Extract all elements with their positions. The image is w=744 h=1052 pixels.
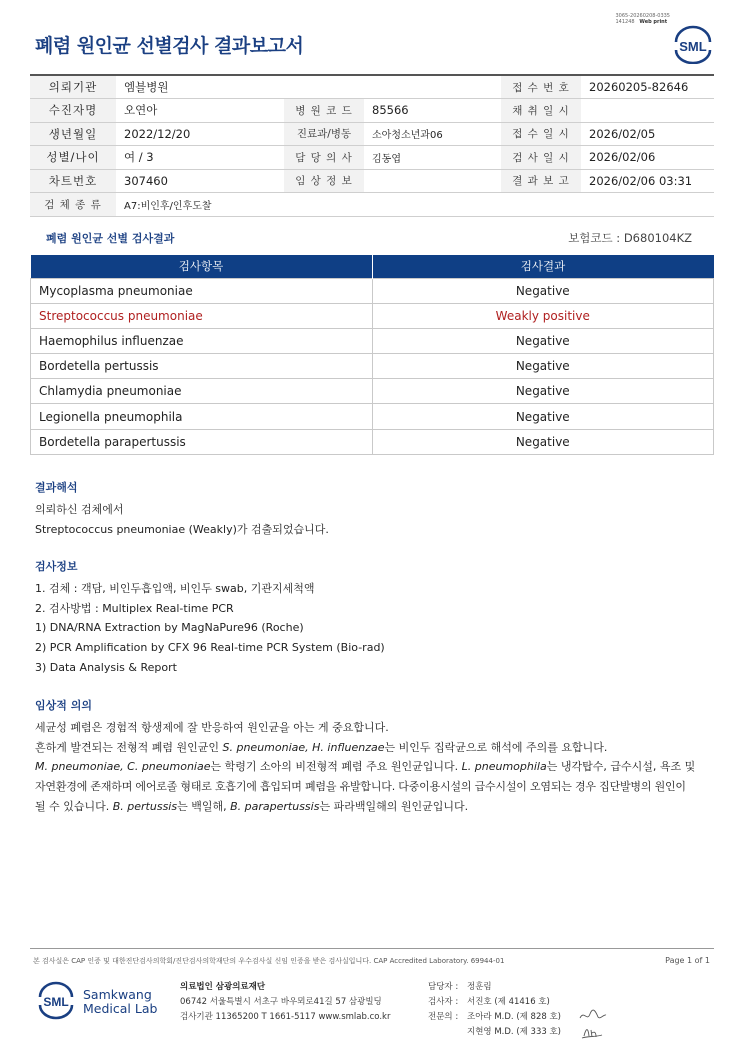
value-patient-name: 오연아: [116, 99, 284, 123]
result-item: Mycoplasma pneumoniae: [31, 278, 373, 303]
result-value: Negative: [372, 404, 713, 429]
clinical-line: 흔하게 발견되는 전형적 폐렴 원인균인 S. pneumoniae, H. influenzae는 비인두 집락균으로 해석에 주의를 요합니다.: [35, 740, 608, 754]
interpretation-section: [35, 478, 329, 539]
sml-logo-icon: [36, 980, 76, 1020]
result-value: Weakly positive: [372, 303, 713, 328]
table-row: [31, 429, 714, 454]
test-info-line: 2. 검사방법 : Multiplex Real-time PCR: [35, 601, 234, 615]
test-info-line: 3) Data Analysis & Report: [35, 660, 177, 674]
clinical-line: 될 수 있습니다. B. pertussis는 백일해, B. parapertussis는 파라백일해의 원인균입니다.: [35, 799, 469, 813]
result-value: Negative: [372, 379, 713, 404]
value-collection-date: [581, 99, 714, 123]
label-hospital-code: 병 원 코 드: [284, 99, 364, 123]
value-department: 소아청소년과06: [364, 122, 501, 146]
clinical-heading: 임상적 의의: [35, 699, 92, 712]
logo-wordmark: [83, 988, 157, 1016]
clinical-section: [35, 696, 715, 817]
sml-logo-icon: [670, 24, 716, 64]
interpretation-line: 의뢰하신 검체에서: [35, 502, 124, 516]
org-contact: 검사기관 11365200 T 1661-5117 www.smlab.co.kr: [180, 1012, 391, 1022]
table-row: [31, 404, 714, 429]
result-item: Haemophilus influenzae: [31, 328, 373, 353]
value-hospital-code: 85566: [364, 99, 501, 123]
label-chart-no: 차트번호: [30, 169, 116, 193]
table-row: [31, 303, 714, 328]
value-report-date: 2026/02/06 03:31: [581, 169, 714, 193]
label-department: 진료과/병동: [284, 122, 364, 146]
result-value: Negative: [372, 354, 713, 379]
label-physician: 담 당 의 사: [284, 146, 364, 170]
page-number: Page 1 of 1: [665, 956, 710, 965]
result-item: Bordetella parapertussis: [31, 429, 373, 454]
clinical-line: 세균성 폐렴은 경험적 항생제에 잘 반응하여 원인균을 아는 게 중요합니다.: [35, 720, 389, 734]
result-item: Bordetella pertussis: [31, 354, 373, 379]
signature-icon: [578, 1024, 608, 1040]
doc-id-line1: 3065-20260208-0335: [615, 13, 670, 19]
value-test-date: 2026/02/06: [581, 146, 714, 170]
test-info-line: 1. 검체 : 객담, 비인두흡입액, 비인두 swab, 기관지세척액: [35, 581, 315, 595]
result-item: Streptococcus pneumoniae: [31, 303, 373, 328]
test-info-line: 2) PCR Amplification by CFX 96 Real-time PCR System (Bio-rad): [35, 641, 385, 655]
staff-row: 전문의 : 조아라 M.D. (제 828 호): [428, 1012, 562, 1022]
value-physician: 김동엽: [364, 146, 501, 170]
results-table: [30, 255, 714, 455]
staff-row: 담당자 : 정훈림: [428, 982, 492, 992]
value-clinical-info: [364, 169, 501, 193]
logo-mark-text: SML: [43, 995, 69, 1009]
label-accession-no: 접 수 번 호: [501, 75, 581, 99]
results-section-header: [30, 228, 714, 246]
label-birth-date: 생년월일: [30, 122, 116, 146]
table-row: [31, 379, 714, 404]
result-value: Negative: [372, 429, 713, 454]
clinical-line: 자연환경에 존재하며 에어로졸 형태로 호흡기에 흡입되며 폐렴을 유발합니다. 다중이용시설의 급수시설이 오염되는 경우 집단발병의 원인이: [35, 780, 686, 794]
label-sex-age: 성별/나이: [30, 146, 116, 170]
report-title: 폐렴 원인균 선별검사 결과보고서: [35, 35, 304, 57]
value-birth-date: 2022/12/20: [116, 122, 284, 146]
patient-info-table: [30, 74, 714, 217]
footer-divider: [30, 948, 714, 949]
table-row: [31, 328, 714, 353]
value-requesting-org: 엠블병원: [116, 75, 284, 99]
doc-id-line2: 141248 Web print: [615, 19, 668, 25]
results-section-title: 폐렴 원인균 선별 검사결과: [46, 232, 175, 245]
label-specimen-type: 검 체 종 류: [30, 193, 116, 217]
result-item: Legionella pneumophila: [31, 404, 373, 429]
test-info-line: 1) DNA/RNA Extraction by MagNaPure96 (Roche): [35, 621, 304, 635]
result-value: Negative: [372, 278, 713, 303]
label-report-date: 결 과 보 고: [501, 169, 581, 193]
interpretation-heading: 결과해석: [35, 481, 78, 494]
org-name: 의료법인 삼광의료재단: [180, 982, 266, 992]
org-address: 06742 서울특별시 서초구 바우뫼로41길 57 삼광빌딩: [180, 997, 382, 1007]
staff-list: [428, 980, 561, 1040]
logo-line2: Medical Lab: [83, 1001, 158, 1016]
table-row: [31, 278, 714, 303]
label-receipt-date: 접 수 일 시: [501, 122, 581, 146]
table-row: [31, 354, 714, 379]
staff-row: 지현영 M.D. (제 333 호): [467, 1027, 562, 1037]
logo-line1: Samkwang: [83, 987, 152, 1002]
label-collection-date: 채 취 일 시: [501, 99, 581, 123]
value-receipt-date: 2026/02/05: [581, 122, 714, 146]
value-sex-age: 여 / 3: [116, 146, 284, 170]
signature-icon: [578, 1008, 608, 1024]
test-info-heading: 검사정보: [35, 560, 78, 573]
accreditation-note: 본 검사실은 CAP 인증 및 대한진단검사의학회/진단검사의학재단의 우수검사실 신임 인증을 받은 검사실입니다. CAP Accredited Laboratory. 69944-01: [33, 957, 505, 965]
label-clinical-info: 임 상 정 보: [284, 169, 364, 193]
value-specimen-type: A7:비인후/인후도찰: [116, 193, 714, 217]
clinical-line: M. pneumoniae, C. pneumoniae는 학령기 소아의 비전형적 폐렴 주요 원인균입니다. L. pneumophila는 냉각탑수, 급수시설, 욕조 및: [35, 760, 696, 774]
document-id: [615, 13, 670, 25]
test-info-section: [35, 557, 385, 678]
label-patient-name: 수진자명: [30, 99, 116, 123]
label-requesting-org: 의뢰기관: [30, 75, 116, 99]
staff-row: 검사자 : 서진호 (제 41416 호): [428, 997, 550, 1007]
header-test-result: 검사결과: [372, 255, 713, 278]
header-test-item: 검사항목: [31, 255, 373, 278]
logo-mark-text: SML: [679, 39, 707, 54]
insurance-code: 보험코드 : D680104KZ: [568, 231, 692, 245]
label-test-date: 검 사 일 시: [501, 146, 581, 170]
result-item: Chlamydia pneumoniae: [31, 379, 373, 404]
value-chart-no: 307460: [116, 169, 284, 193]
value-accession-no: 20260205-82646: [581, 75, 714, 99]
interpretation-line: Streptococcus pneumoniae (Weakly)가 검출되었습니다.: [35, 522, 329, 536]
organization-info: [180, 980, 390, 1025]
result-value: Negative: [372, 328, 713, 353]
